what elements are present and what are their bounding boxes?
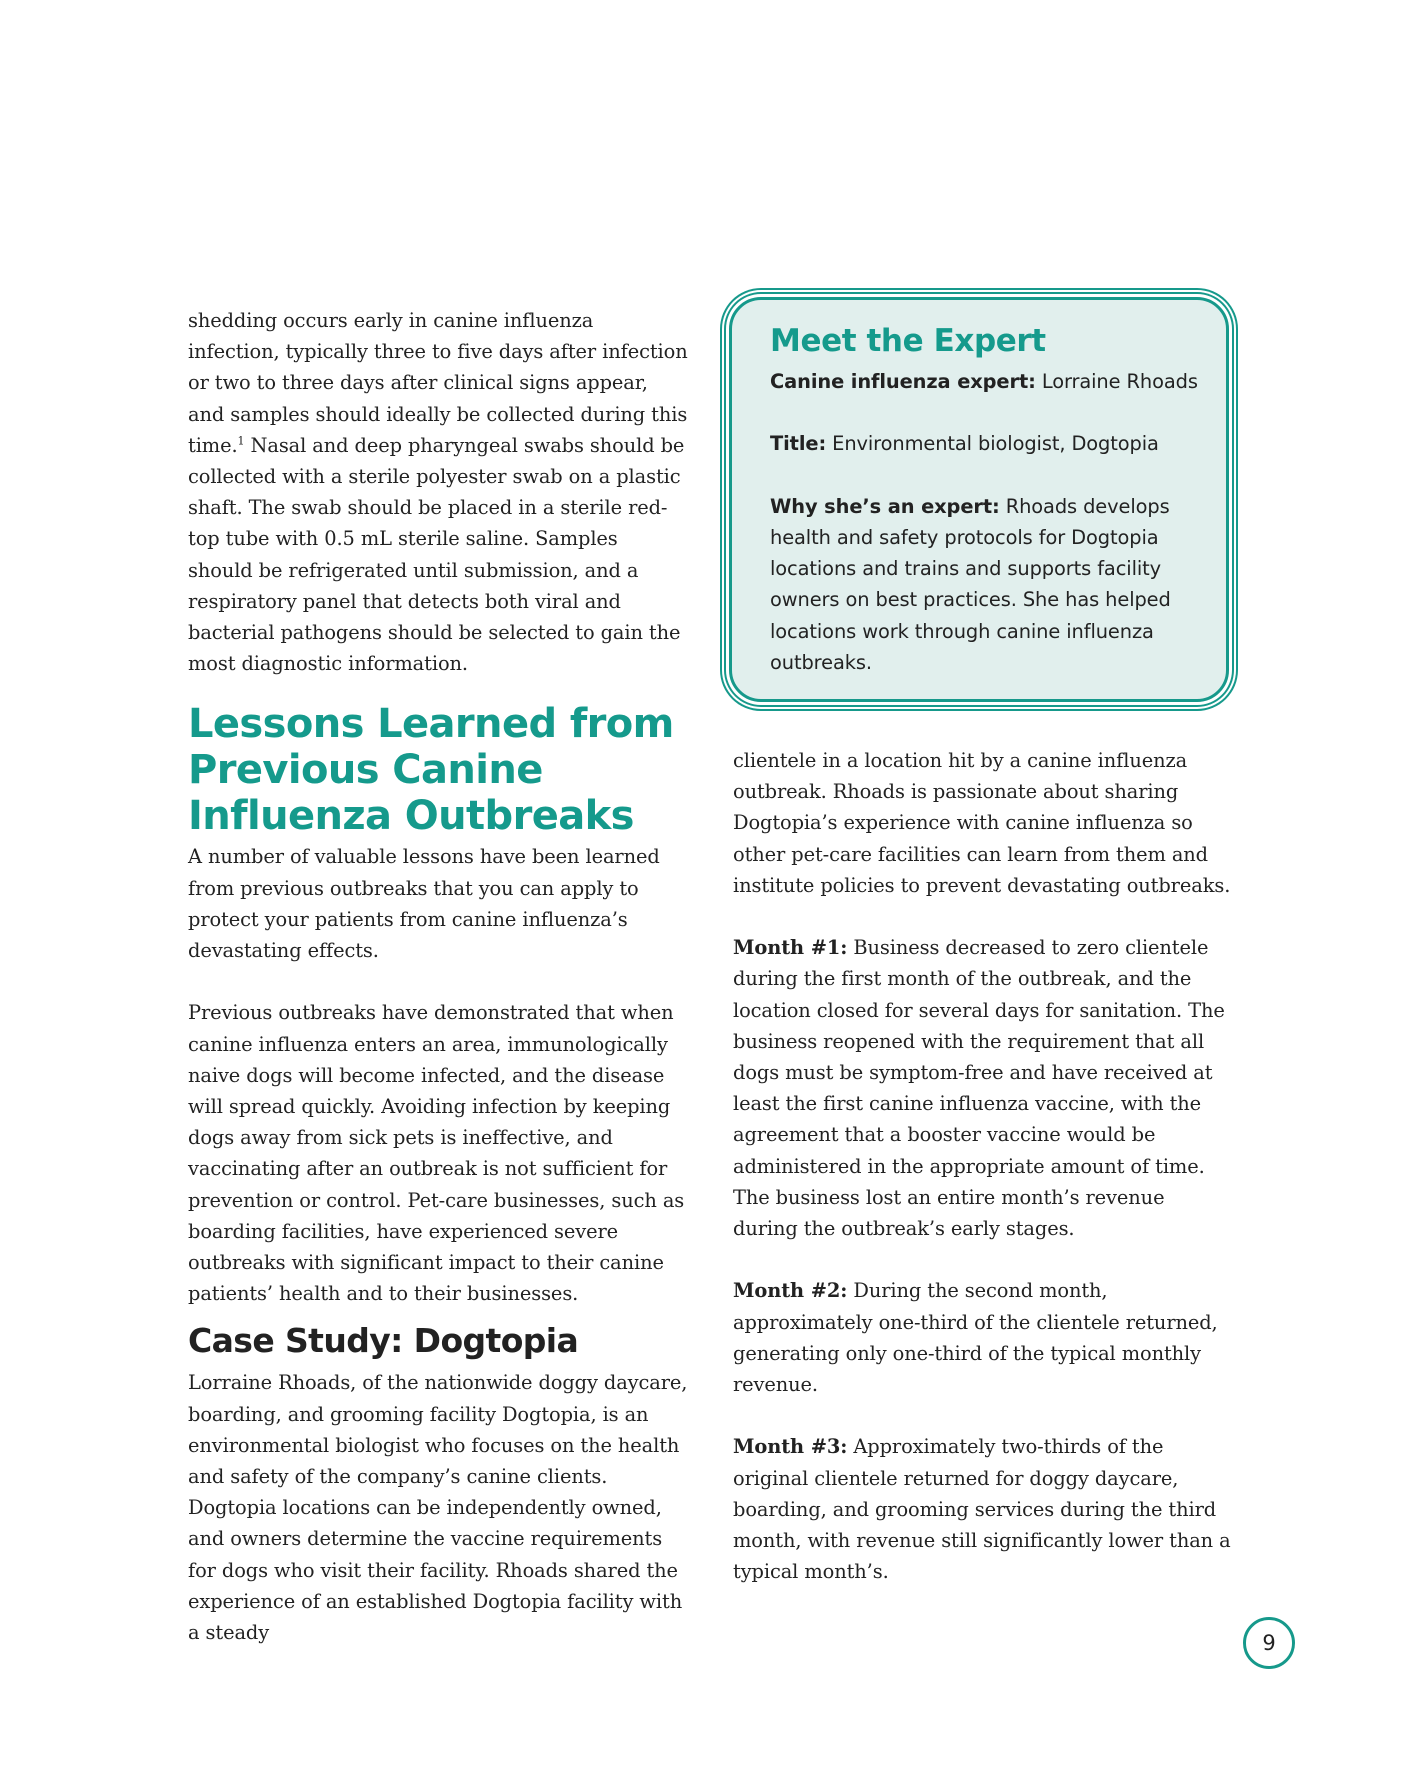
- meet-the-expert-box: [729, 297, 1229, 702]
- month-2-paragraph: Month #2: During the second month, approximately one-third of the clientele returned, generating only one-third of the typical monthly revenue.: [733, 1279, 1218, 1397]
- page-number: 9: [1243, 1617, 1295, 1669]
- case-study-paragraph: Lorraine Rhoads, of the nationwide doggy daycare, boarding, and grooming facility Dogtopia, is an environmental biologist who focuses on the health and safety of the company’s canine clients. Dogtopia locations can be independently owned, and owners determine the vaccine requirements for dogs who visit their facility. Rhoads shared the experience of an established Dogtopia facility with a steady: [188, 1371, 688, 1645]
- lessons-paragraph-1: A number of valuable lessons have been learned from previous outbreaks that you can apply to protect your patients from canine influenza’s devastating effects.: [188, 845, 660, 963]
- section-heading: Lessons Learned from Previous Canine Influenza Outbreaks: [188, 701, 674, 840]
- expert-name-line: Canine influenza expert: Lorraine Rhoads: [770, 370, 1198, 393]
- left-column: [188, 305, 688, 1648]
- expert-box-title: Meet the Expert: [770, 323, 1046, 359]
- continued-paragraph: clientele in a location hit by a canine influenza outbreak. Rhoads is passionate about sharing Dogtopia’s experience with canine influenza so other pet-care facilities can learn from them and institute policies to prevent devastating outbreaks.: [733, 749, 1231, 897]
- expert-why-line: Why she’s an expert: Rhoads develops health and safety protocols for Dogtopia locations and trains and supports facility owners on best practices. She has helped locations work through canine influenza outbreaks.: [770, 494, 1171, 674]
- case-study-heading: Case Study: Dogtopia: [188, 1321, 579, 1361]
- intro-paragraph: shedding occurs early in canine influenza infection, typically three to five days after infection or two to three days after clinical signs appear, and samples should ideally be collected during this time.$^1$ Nasal and deep pharyngeal swabs should be collected with a sterile polyester swab on a plastic shaft. The swab should be placed in a sterile red-top tube with 0.5 mL sterile saline. Samples should be refrigerated until submission, and a respiratory panel that detects both viral and bacterial pathogens should be selected to gain the most diagnostic information.: [188, 309, 688, 676]
- expert-title-line: Title: Environmental biologist, Dogtopia: [770, 432, 1159, 456]
- month-3-paragraph: Month #3: Approximately two-thirds of the original clientele returned for doggy daycare, boarding, and grooming services during the third month, with revenue still significantly lower than a typical month’s.: [733, 1435, 1231, 1584]
- footnote-ref[interactable]: 1: [237, 434, 245, 448]
- lessons-paragraph-2: Previous outbreaks have demonstrated that when canine influenza enters an area, immunologically naive dogs will become infected, and the disease will spread quickly. Avoiding infection by keeping dogs away from sick pets is ineffective, and vaccinating after an outbreak is not sufficient for prevention or control. Pet-care businesses, such as boarding facilities, have experienced severe outbreaks with significant impact to their canine patients’ health and to their businesses.: [188, 1001, 685, 1306]
- right-column: [733, 745, 1233, 1587]
- month-1-paragraph: Month #1: Business decreased to zero clientele during the first month of the outbreak, and the location closed for several days for sanitation. The business reopened with the requirement that all dogs must be symptom-free and have received at least the first canine influenza vaccine, with the agreement that a booster vaccine would be administered in the appropriate amount of time. The business lost an entire month’s revenue during the outbreak’s early stages.: [733, 936, 1225, 1241]
